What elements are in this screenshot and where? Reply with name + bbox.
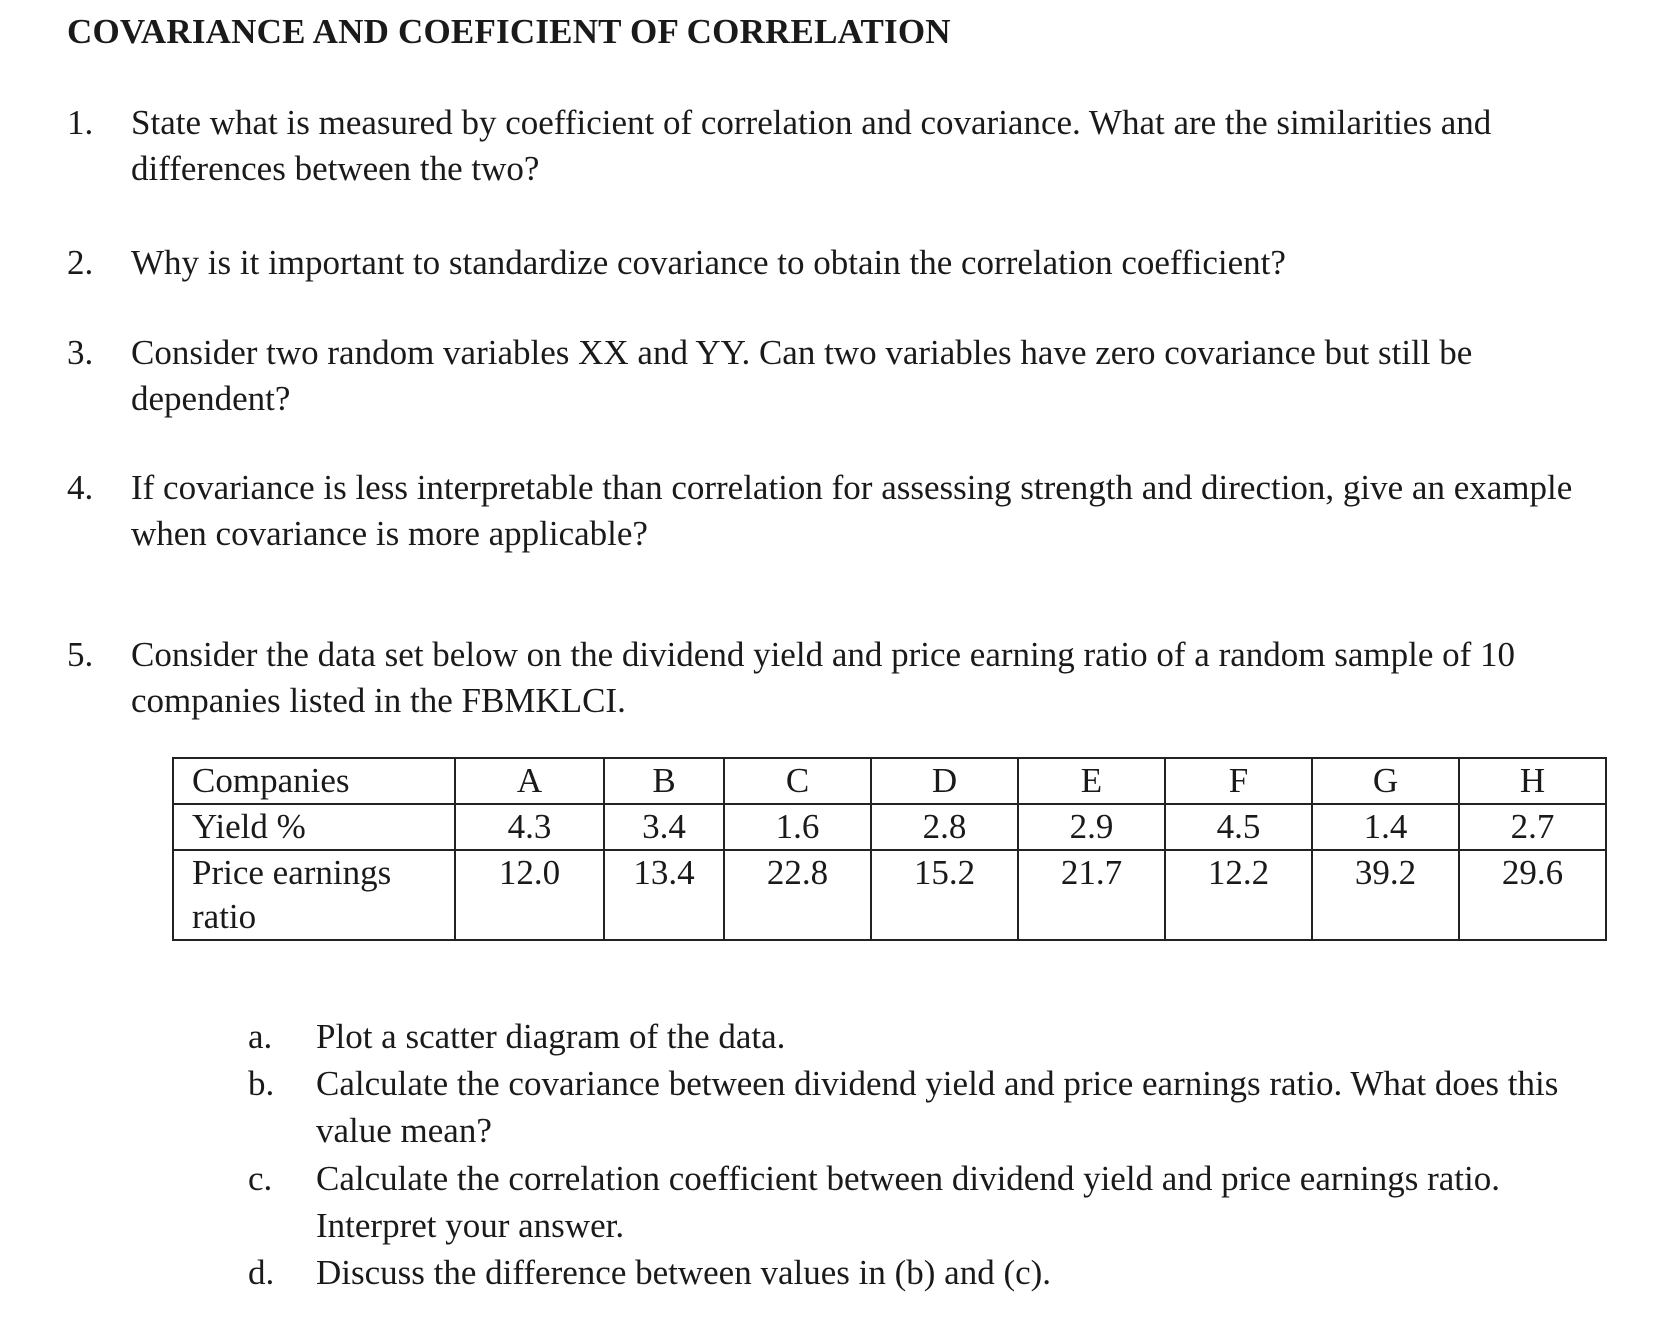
question-number: 1. <box>67 103 94 142</box>
subquestion-letter: d. <box>248 1253 275 1292</box>
row-label: Yield % <box>173 804 455 850</box>
subquestion-text: Discuss the difference between values in (b) and (c). <box>316 1253 1052 1292</box>
table-cell: 2.8 <box>871 804 1018 850</box>
table-cell: 2.7 <box>1459 804 1606 850</box>
question-5 <box>67 632 1627 724</box>
table-cell: E <box>1018 758 1165 804</box>
subquestion-letter: c. <box>248 1159 273 1198</box>
table-cell: 4.5 <box>1165 804 1312 850</box>
table-cell: H <box>1459 758 1606 804</box>
question-text: Why is it important to standardize covariance to obtain the correlation coefficient? <box>131 243 1286 282</box>
table-cell: F <box>1165 758 1312 804</box>
table-cell: 1.6 <box>724 804 871 850</box>
subquestion-text: Plot a scatter diagram of the data. <box>316 1017 786 1056</box>
table-cell: 15.2 <box>871 850 1018 940</box>
question-text: If covariance is less interpretable than correlation for assessing strength and direction, give an example when covariance is more applicable? <box>131 468 1573 553</box>
table-cell: 29.6 <box>1459 850 1606 940</box>
question-text: Consider the data set below on the dividend yield and price earning ratio of a random sample of 10 companies listed in the FBMKLCI. <box>131 635 1516 720</box>
subquestion-letter: b. <box>248 1064 275 1103</box>
table-cell: 12.2 <box>1165 850 1312 940</box>
question-3 <box>67 330 1627 422</box>
subquestion-c <box>248 1155 1628 1249</box>
table-cell: 21.7 <box>1018 850 1165 940</box>
table-cell: 1.4 <box>1312 804 1459 850</box>
table-cell: 3.4 <box>604 804 724 850</box>
question-4 <box>67 465 1627 557</box>
table-cell: C <box>724 758 871 804</box>
subquestion-text: Calculate the covariance between dividend yield and price earnings ratio. What does this value mean? <box>316 1064 1559 1150</box>
question-2 <box>67 240 1627 286</box>
row-label: Companies <box>173 758 455 804</box>
subquestion-a <box>248 1013 1628 1060</box>
subquestion-d <box>248 1249 1628 1296</box>
table-cell: 22.8 <box>724 850 871 940</box>
table-cell: D <box>871 758 1018 804</box>
question-text: Consider two random variables XX and YY. Can two variables have zero covariance but still be dependent? <box>131 333 1473 418</box>
table-row-pe-ratio <box>173 850 1606 940</box>
row-label: Price earnings ratio <box>173 850 455 940</box>
question-number: 2. <box>67 243 94 282</box>
table-cell: G <box>1312 758 1459 804</box>
question-text: State what is measured by coefficient of correlation and covariance. What are the similarities and differences between the two? <box>131 103 1492 188</box>
subquestion-b <box>248 1060 1628 1154</box>
table-cell: 4.3 <box>455 804 604 850</box>
table-cell: 2.9 <box>1018 804 1165 850</box>
question-number: 3. <box>67 333 94 372</box>
question-number: 4. <box>67 468 94 507</box>
question-1 <box>67 100 1627 192</box>
table-row-companies <box>173 758 1606 804</box>
table-cell: 12.0 <box>455 850 604 940</box>
page-title: COVARIANCE AND COEFICIENT OF CORRELATION <box>67 12 951 51</box>
table-cell: B <box>604 758 724 804</box>
subquestion-text: Calculate the correlation coefficient between dividend yield and price earnings ratio. Interpret your answer. <box>316 1159 1501 1245</box>
question-number: 5. <box>67 635 94 674</box>
subquestion-letter: a. <box>248 1017 273 1056</box>
table-cell: A <box>455 758 604 804</box>
data-table <box>172 757 1607 941</box>
table-cell: 13.4 <box>604 850 724 940</box>
table-cell: 39.2 <box>1312 850 1459 940</box>
table-row-yield <box>173 804 1606 850</box>
